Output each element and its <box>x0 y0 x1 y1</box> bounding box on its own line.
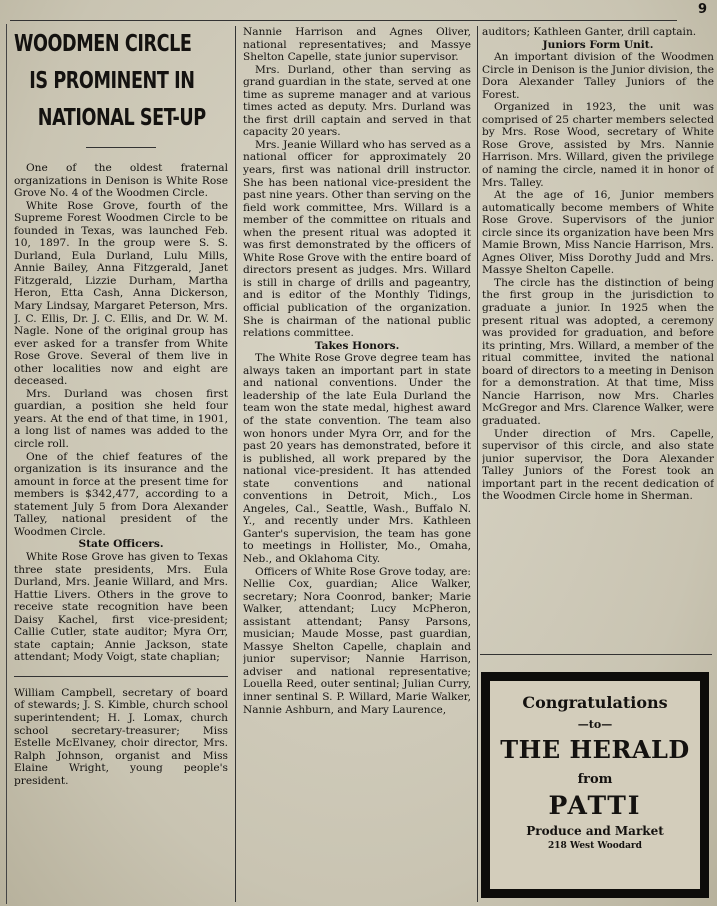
column-3 <box>482 26 714 646</box>
paragraph: White Rose Grove has given to Texas three state presidents, Mrs. Eula Durland, Mrs. Jeanie Willard, and Mrs. Hattie Livers. Others in the grove to receive state recognition have been Daisy Kachel, first vice-president; Callie Cutler, state auditor; Myra Orr, state captain; Annie Jackson, state attendant; Mody Voigt, state chaplian; <box>14 550 228 664</box>
paragraph: Organized in 1923, the unit was comprised of 25 charter members selected by Mrs. Rose Wood, secretary of White Rose Grove, assisted by Mrs. Nannie Harrison. Mrs. Willard, given the privilege of naming the circle, named it in honor of Mrs. Talley. <box>482 101 714 189</box>
paragraph: Mrs. Durland, other than serving as grand guardian in the state, served at one time as supreme manager and at various times acted as deputy. Mrs. Durland was the first drill captain and served in that capacity 20 years. <box>243 63 471 139</box>
ad-panel <box>490 681 700 889</box>
column-2-body <box>243 26 471 716</box>
column-1 <box>14 26 228 902</box>
column-rule-1 <box>235 26 236 902</box>
headline-divider <box>86 147 156 148</box>
column-2 <box>243 26 471 902</box>
paragraph: One of the chief features of the organization is its insurance and the amount in force at the present time for members is $342,477, according to a statement July 5 from Dora Alexander Talley, national president of the Woodmen Circle. <box>14 450 228 538</box>
paragraph: Nannie Harrison and Agnes Oliver, national representatives; and Massye Shelton Capelle, state junior supervisor. <box>243 26 471 64</box>
headline-line-3: NATIONAL SET-UP <box>37 105 206 131</box>
paragraph: The circle has the distinction of being the first group in the jurisdiction to graduate a junior. In 1925 when the present ritual was adopted, a ceremony was provided for graduation, and before its printing, Mrs. Willard, a member of the ritual committee, invited the national board of directors to a meeting in Denison for a demonstration. At that time, Miss Nancie Harrison, now Mrs. Charles McGregor and Mrs. Clarence Walker, were graduated. <box>482 276 714 427</box>
ad-top-rule <box>480 654 712 655</box>
ad-to: —to— <box>577 718 613 731</box>
paragraph: auditors; Kathleen Ganter, drill captain. <box>482 26 697 38</box>
ad-produce-market: Produce and Market <box>526 824 664 838</box>
left-margin-edge <box>0 24 7 904</box>
subheading: State Officers. <box>78 538 164 551</box>
paragraph: An important division of the Woodmen Circle in Denison is the Junior division, the Dora Alexander Talley Juniors of the Forest. <box>482 51 714 101</box>
ad-from: from <box>577 772 613 787</box>
paragraph: Mrs. Durland was chosen first guardian, a position she held four years. At the end of that time, in 1901, a long list of names was added to the circle roll. <box>14 387 228 451</box>
ad-address: 218 West Woodard <box>548 841 642 851</box>
ad-patti: PATTI <box>548 791 642 820</box>
page-number: 9 <box>697 2 707 17</box>
paragraph: At the age of 16, Junior members automatically become members of White Rose Grove. Supervisors of the junior circle since its organization have been Mrs Mamie Brown, Miss Nancie Harrison, Mrs. Agnes Oliver, Miss Dorothy Judd and Mrs. Massye Shelton Capelle. <box>482 189 714 277</box>
paragraph: One of the oldest fraternal organizations in Denison is White Rose Grove No. 4 of the Woodmen Circle. <box>14 162 228 200</box>
headline-line-2: IS PROMINENT IN <box>29 68 195 94</box>
headline <box>14 26 206 137</box>
column-separator <box>14 676 228 677</box>
paragraph: Under direction of Mrs. Capelle, supervisor of this circle, and also state junior supervisor, the Dora Alexander Talley Juniors of the Forest took an important part in the recent dedication of the Woodmen Circle home in Sherman. <box>482 427 714 503</box>
subheading: Takes Honors. <box>314 339 400 352</box>
ad-congratulations: Congratulations <box>522 693 668 712</box>
subheading: Juniors Form Unit. <box>542 38 654 51</box>
paragraph: The White Rose Grove degree team has always taken an important part in state and national conventions. Under the leadership of the late Eula Durland the team won the state medal, highest award of the state convention. The team also won honors under Myra Orr, and for the past 20 years has demonstrated, before it is published, all work prepared by the national vice-president. It has attended state conventions and national conventions in Detroit, Mich., Los Angeles, Cal., Seattle, Wash., Buffalo N. Y., and recently under Mrs. Kathleen Ganter's supervision, the team has gone to meetings in Hollister, Mo., Omaha, Neb., and Oklahoma City. <box>243 352 471 565</box>
paragraph: William Campbell, secretary of board of stewards; J. S. Kimble, church school superintendent; H. J. Lomax, church school secretary-treasurer; Miss Estelle McElvaney, choir director, Mrs. Ralph Johnson, organist and Miss Elaine Wright, young people's president. <box>14 686 228 787</box>
paragraph: Officers of White Rose Grove today, are: Nellie Cox, guardian; Alice Walker, secretary; Nora Coonrod, banker; Marie Walker, attendant; Lucy McPheron, assistant attendant; Pansy Parsons, musician; Maude Mosse, past guardian, Massye Shelton Capelle, chaplain and junior supervisor; Nannie Harrison, adviser and national representative; Louella Reed, outer sentinal; Julian Curry, inner sentinal S. P. Willard, Marie Walker, Nannie Ashburn, and Mary Laurence, <box>243 565 471 716</box>
column-3-body <box>482 26 714 503</box>
paragraph: Mrs. Jeanie Willard who has served as a national officer for approximately 20 years, first was national drill instructor. She has been national vice-president the past nine years. Other than serving on the field work committee, Mrs. Willard is a member of the committee on rituals and when the present ritual was adopted it was first demonstrated by the officers of White Rose Grove with the entire board of directors present as judges. Mrs. Willard is still in charge of drills and pageantry, and is editor of the Monthly Tidings, official publication of the organization. She is chairman of the national public relations committee. <box>243 138 471 340</box>
ad-herald: THE HERALD <box>500 735 690 764</box>
headline-line-1: WOODMEN CIRCLE <box>14 31 192 57</box>
top-rule <box>10 20 677 21</box>
paragraph: White Rose Grove, fourth of the Supreme Forest Woodmen Circle to be founded in Texas, was launched Feb. 10, 1897. In the group were S. S. Durland, Eula Durland, Lulu Mills, Annie Bailey, Anna Fitzgerald, Janet Fitzgerald, Lizzie Durham, Martha Heron, Etta Cash, Anna Dickerson, Mary Lindsay, Margaret Peterson, Mrs. J. C. Ellis, Dr. J. C. Ellis, and Dr. W. M. Nagle. None of the original group has ever asked for a transfer from White Rose Grove. Several of them live in other localities now and eight are deceased. <box>14 199 228 388</box>
column-rule-2 <box>477 26 478 902</box>
column-1-body <box>14 162 228 787</box>
herald-congratulations-ad <box>481 672 709 898</box>
